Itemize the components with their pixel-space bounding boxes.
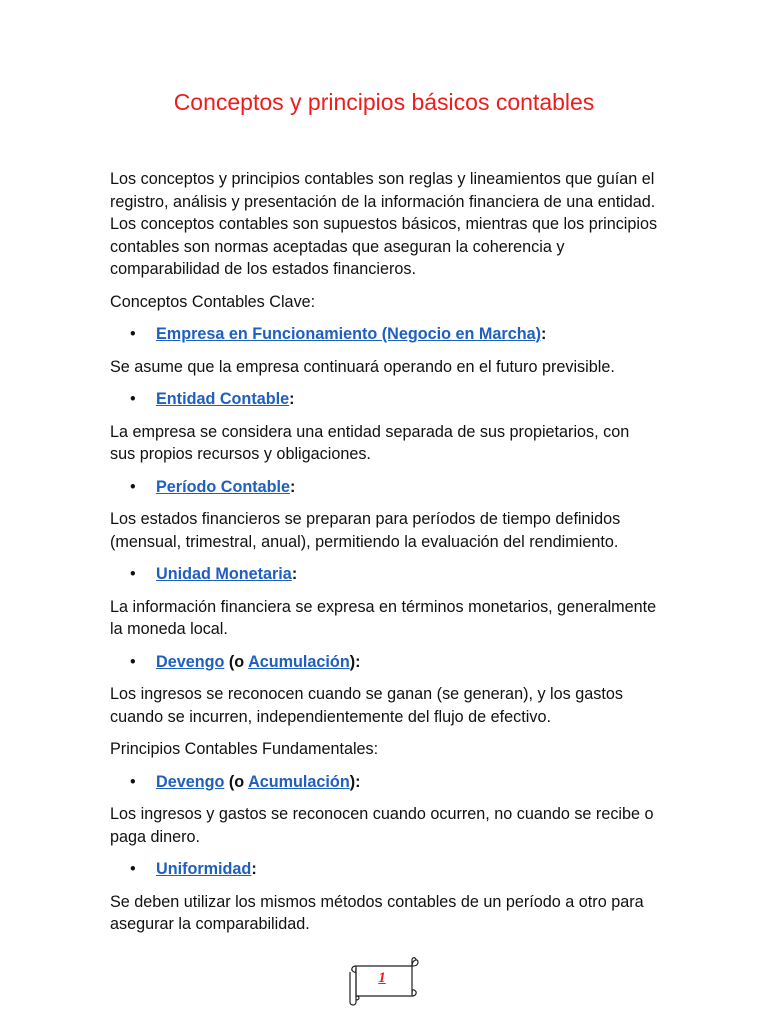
concept-link[interactable]: Devengo	[156, 652, 225, 671]
page-number: 1	[378, 970, 386, 986]
concept-description: La empresa se considera una entidad separada de sus propietarios, con sus propios recursos y obligaciones.	[110, 422, 630, 463]
bullet-icon: •	[130, 477, 136, 496]
principle-description: Se deben utilizar los mismos métodos contables de un período a otro para asegurar la comparabilidad.	[110, 892, 644, 933]
item-suffix: ):	[349, 652, 361, 671]
concept-link[interactable]: Entidad Contable	[156, 390, 290, 408]
intro-paragraph: Los conceptos y principios contables son reglas y lineamientos que guían el registro, análisis y presentación de la información financiera de una entidad. Los conceptos contables son supuestos básicos, mientras que los principios contables son normas aceptadas que aseguran la coherencia y comparabilidad de los estados financieros.	[110, 170, 658, 278]
concept-description: Se asume que la empresa continuará operando en el futuro previsible.	[110, 357, 615, 376]
item-suffix: :	[291, 565, 298, 583]
list-item	[110, 858, 658, 881]
principle-link[interactable]: Devengo	[156, 772, 225, 791]
concept-description: Los ingresos se reconocen cuando se ganan (se generan), y los gastos cuando se incurren, independientemente del flujo de efectivo.	[110, 685, 623, 726]
item-suffix: :	[540, 325, 547, 343]
concept-description: Los estados financieros se preparan para períodos de tiempo definidos (mensual, trimestral, anual), permitiendo la evaluación del rendimiento.	[110, 510, 621, 551]
document-body	[110, 168, 658, 946]
list-item	[110, 651, 658, 674]
principle-link-alt[interactable]: Acumulación	[248, 772, 350, 791]
principle-description: Los ingresos y gastos se reconocen cuando ocurren, no cuando se recibe o paga dinero.	[110, 805, 654, 846]
item-middle: (o	[224, 652, 249, 671]
document-title: Conceptos y principios básicos contables	[173, 89, 595, 115]
item-suffix: :	[290, 477, 296, 496]
bullet-icon: •	[130, 390, 136, 408]
section-heading-principles: Principios Contables Fundamentales:	[110, 740, 379, 758]
list-item	[110, 771, 658, 794]
concept-description: La información financiera se expresa en términos monetarios, generalmente la moneda local.	[110, 597, 657, 638]
page-number-banner	[346, 952, 422, 1008]
bullet-icon: •	[130, 772, 136, 791]
list-item	[110, 563, 658, 586]
item-suffix: :	[289, 390, 295, 408]
bullet-icon: •	[130, 860, 136, 878]
list-item	[110, 476, 658, 499]
section-heading-concepts: Conceptos Contables Clave:	[110, 292, 316, 311]
bullet-icon: •	[130, 652, 136, 671]
concept-link[interactable]: Empresa en Funcionamiento (Negocio en Marcha)	[156, 325, 541, 343]
list-item	[110, 323, 658, 346]
concept-link-alt[interactable]: Acumulación	[248, 652, 350, 671]
concept-link[interactable]: Período Contable	[156, 477, 291, 496]
list-item	[110, 388, 658, 411]
bullet-icon: •	[130, 565, 136, 583]
concept-link[interactable]: Unidad Monetaria	[156, 565, 292, 583]
item-suffix: ):	[349, 772, 361, 791]
principle-link[interactable]: Uniformidad	[156, 860, 252, 878]
item-middle: (o	[224, 772, 249, 791]
item-suffix: :	[251, 860, 257, 878]
bullet-icon: •	[130, 325, 136, 343]
